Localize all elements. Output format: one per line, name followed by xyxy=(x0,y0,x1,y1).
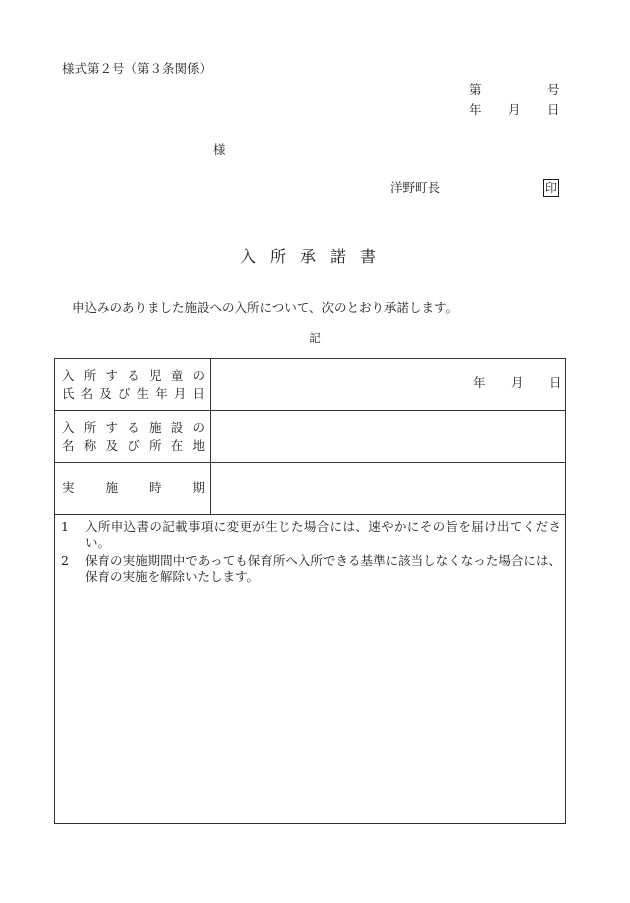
form-table xyxy=(54,358,566,824)
date-year: 年 xyxy=(469,102,482,117)
seal-mark: 印 xyxy=(544,181,557,195)
date-day: 日 xyxy=(547,102,560,117)
birthdate-field xyxy=(473,375,562,391)
label-line: 実施時期 xyxy=(62,480,205,495)
birth-month: 月 xyxy=(511,375,524,390)
label-implementation-period xyxy=(62,479,205,497)
birth-year: 年 xyxy=(473,375,486,390)
ki-mark: 記 xyxy=(309,331,321,345)
birth-day: 日 xyxy=(549,375,562,390)
row-divider xyxy=(55,410,565,411)
label-line: 入所する児童の xyxy=(62,368,205,383)
note-item xyxy=(61,519,561,551)
note-number: 2 xyxy=(61,553,69,568)
label-line: 名称及び所在地 xyxy=(62,438,205,453)
note-text: 保育の実施期間中であっても保育所へ入所できる基準に該当しなくなった場合には、保育の実施を解除いたします。 xyxy=(85,553,561,584)
addressee: 様 xyxy=(213,142,226,157)
table-column-divider xyxy=(210,359,211,514)
note-text: 入所申込書の記載事項に変更が生じた場合には、速やかにその旨を届け出てください。 xyxy=(85,519,561,550)
notes-section xyxy=(61,519,561,587)
doc-number-suffix: 号 xyxy=(547,82,560,97)
date-month: 月 xyxy=(508,102,521,117)
label-line: 氏名及び生年月日 xyxy=(62,386,205,401)
note-item xyxy=(61,553,561,585)
intro-text: 申込みのありました施設への入所について、次のとおり承諾します。 xyxy=(72,300,459,315)
label-facility-name-address xyxy=(62,419,205,455)
doc-number-prefix: 第 xyxy=(469,82,482,97)
label-child-name-birthdate xyxy=(62,367,205,403)
row-divider xyxy=(55,514,565,515)
row-divider xyxy=(55,462,565,463)
label-line: 入所する施設の xyxy=(62,420,205,435)
document-title: 入所承諾書 xyxy=(239,247,390,266)
form-number: 様式第２号（第３条関係） xyxy=(62,61,213,76)
issuer: 洋野町長 xyxy=(390,180,441,195)
note-number: 1 xyxy=(61,519,69,534)
